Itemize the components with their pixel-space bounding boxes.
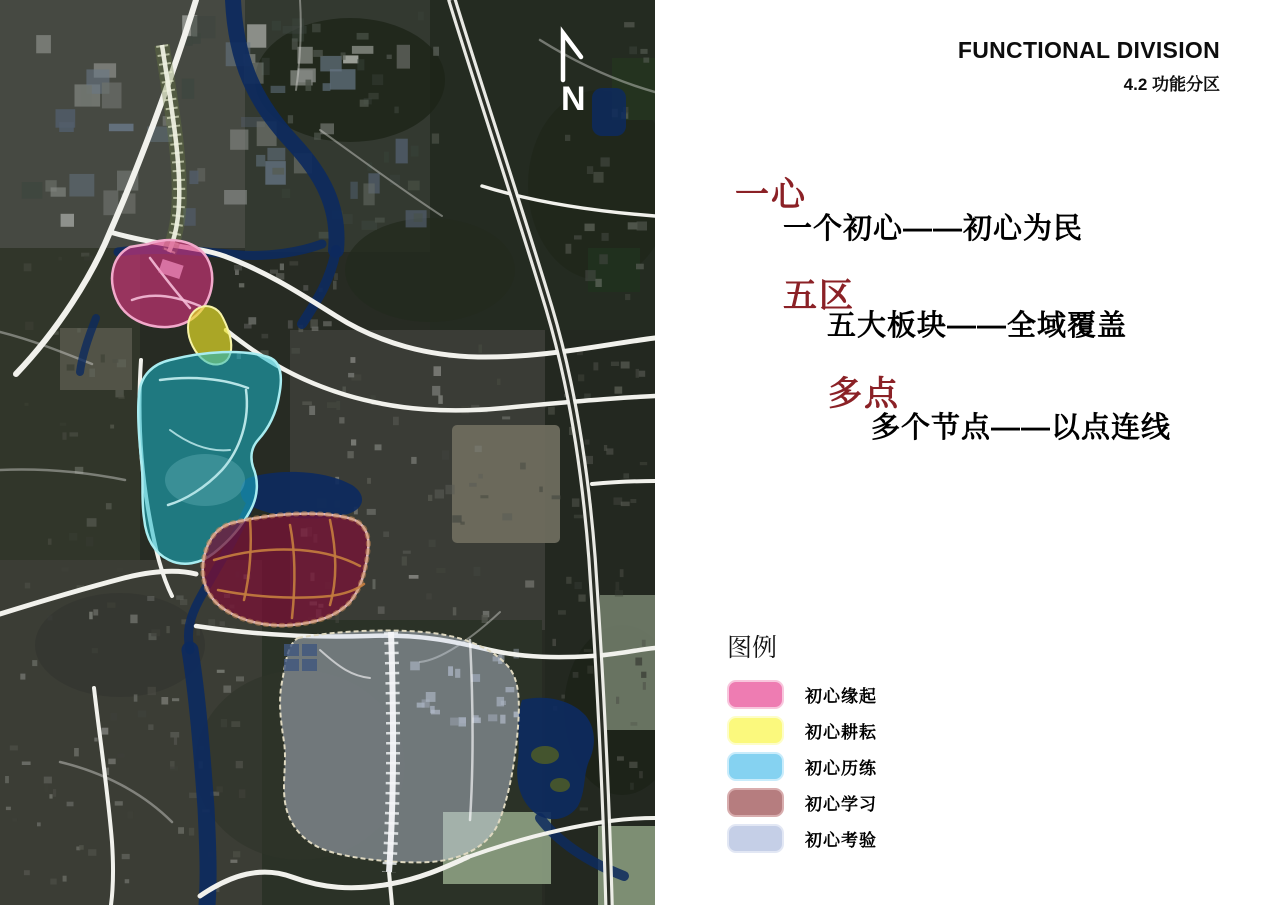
- legend-label: 初心缘起: [805, 687, 877, 706]
- legend-swatch-yellow: [727, 716, 784, 745]
- legend-item: [727, 789, 877, 816]
- section-desc-five-districts: 五大板块——全域覆盖: [827, 310, 1128, 342]
- legend-title: 图例: [727, 634, 778, 662]
- section-keyword-one-heart: 一心: [735, 176, 807, 214]
- page-header: [958, 38, 1220, 95]
- legend-swatch-lavender: [727, 824, 784, 853]
- legend-label: 初心历练: [805, 759, 877, 778]
- section-keyword-five-districts: 五区: [783, 277, 855, 315]
- page-title: FUNCTIONAL DIVISION: [957, 37, 1220, 63]
- legend-item: [727, 717, 877, 744]
- legend-swatch-cyan: [727, 752, 784, 781]
- legend-item: [727, 753, 877, 780]
- legend-item: [727, 825, 877, 852]
- section-desc-one-heart: 一个初心——初心为民: [783, 213, 1084, 245]
- legend-label: 初心考验: [805, 831, 877, 850]
- legend-label: 初心耕耘: [805, 723, 877, 742]
- legend-swatch-pink: [727, 680, 784, 709]
- page-subtitle: 4.2 功能分区: [1123, 75, 1220, 95]
- north-label: N: [561, 80, 586, 118]
- legend: [727, 628, 877, 861]
- legend-label: 初心学习: [805, 795, 877, 814]
- legend-swatch-maroon: [727, 788, 784, 817]
- section-keyword-multi-points: 多点: [828, 375, 900, 413]
- legend-item: [727, 681, 877, 708]
- section-desc-multi-points: 多个节点——以点连线: [871, 412, 1172, 444]
